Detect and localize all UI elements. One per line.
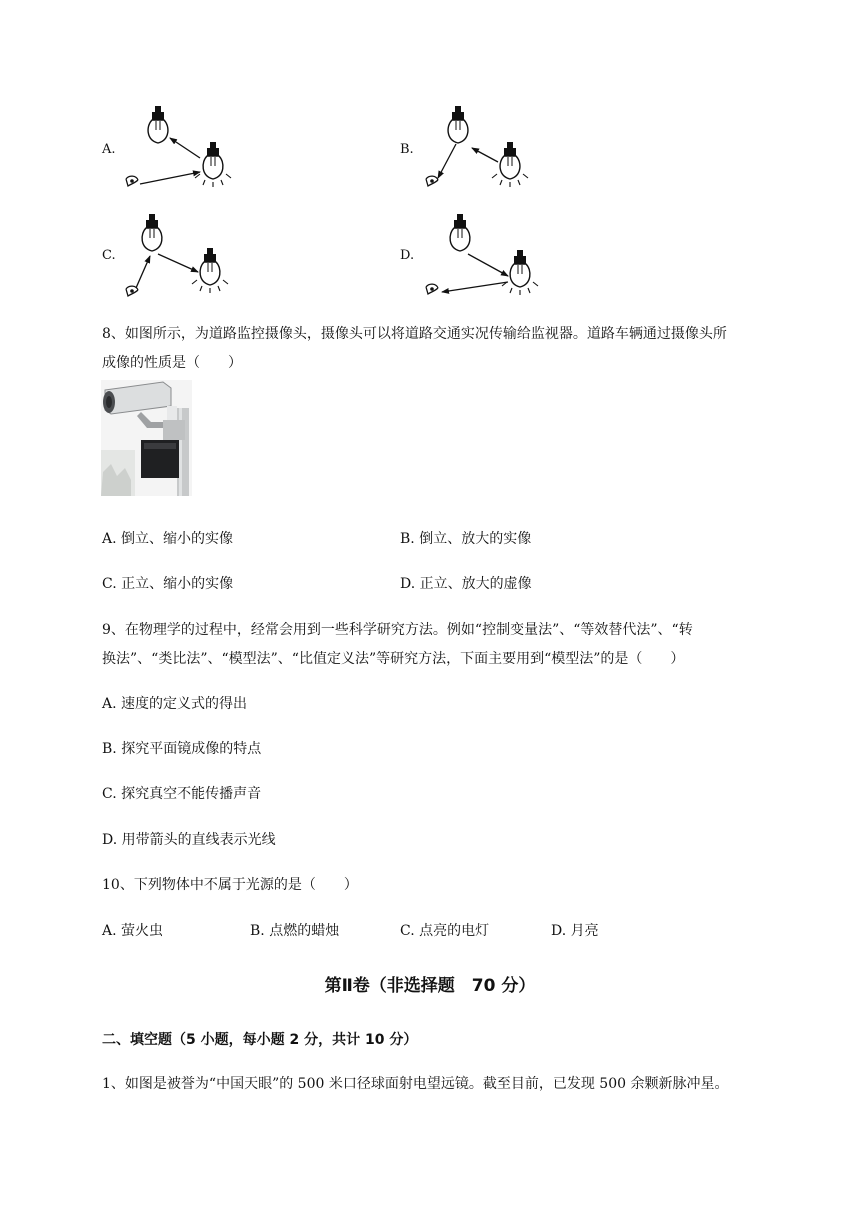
q9-option-a: A. 速度的定义式的得出: [102, 696, 248, 712]
q9-option-d: D. 用带箭头的直线表示光线: [102, 832, 276, 848]
q10-option-b: B. 点燃的蜡烛: [250, 923, 340, 939]
q9-stem-line1: 9、在物理学的过程中，经常会用到一些科学研究方法。例如“控制变量法”、“等效替代法”、“转: [102, 622, 693, 638]
q7-option-d-label: D.: [400, 248, 415, 263]
q9-option-b: B. 探究平面镜成像的特点: [102, 741, 262, 757]
q7-option-a-figure: [118, 100, 248, 195]
q8-stem-line2: 成像的性质是（ ）: [102, 355, 242, 371]
q10-stem: 10、下列物体中不属于光源的是（ ）: [102, 877, 358, 893]
q9-stem-line2: 换法”、“类比法”、“模型法”、“比值定义法”等研究方法，下面主要用到“模型法”的是（ ）: [102, 651, 685, 667]
q10-option-d: D. 月亮: [551, 923, 599, 939]
q8-option-c: C. 正立、缩小的实像: [102, 576, 234, 592]
q7-option-a-label: A.: [102, 142, 116, 157]
fill-q1-line1: 1、如图是被誉为“中国天眼”的 500 米口径球面射电望远镜。截至目前，已发现 500 余颗新脉冲星。: [102, 1076, 729, 1092]
q10-option-c: C. 点亮的电灯: [400, 923, 490, 939]
q7-option-c-label: C.: [102, 248, 116, 263]
q8-option-d: D. 正立、放大的虚像: [400, 576, 532, 592]
q9-option-c: C. 探究真空不能传播声音: [102, 786, 262, 802]
q7-option-b-figure: [418, 100, 548, 195]
q8-option-b: B. 倒立、放大的实像: [400, 531, 532, 547]
q8-option-a: A. 倒立、缩小的实像: [102, 531, 234, 547]
q7-option-b-label: B.: [400, 142, 414, 157]
part2-title: 第Ⅱ卷（非选择题 70 分）: [324, 976, 536, 996]
q7-option-d-figure: [418, 210, 548, 305]
q8-stem-line1: 8、如图所示，为道路监控摄像头，摄像头可以将道路交通实况传输给监视器。道路车辆通过摄像头所: [102, 326, 727, 342]
q7-option-c-figure: [118, 210, 248, 305]
surveillance-camera-photo: [101, 380, 192, 496]
q10-option-a: A. 萤火虫: [102, 923, 164, 939]
section-heading: 二、填空题（5 小题，每小题 2 分，共计 10 分）: [102, 1032, 418, 1048]
